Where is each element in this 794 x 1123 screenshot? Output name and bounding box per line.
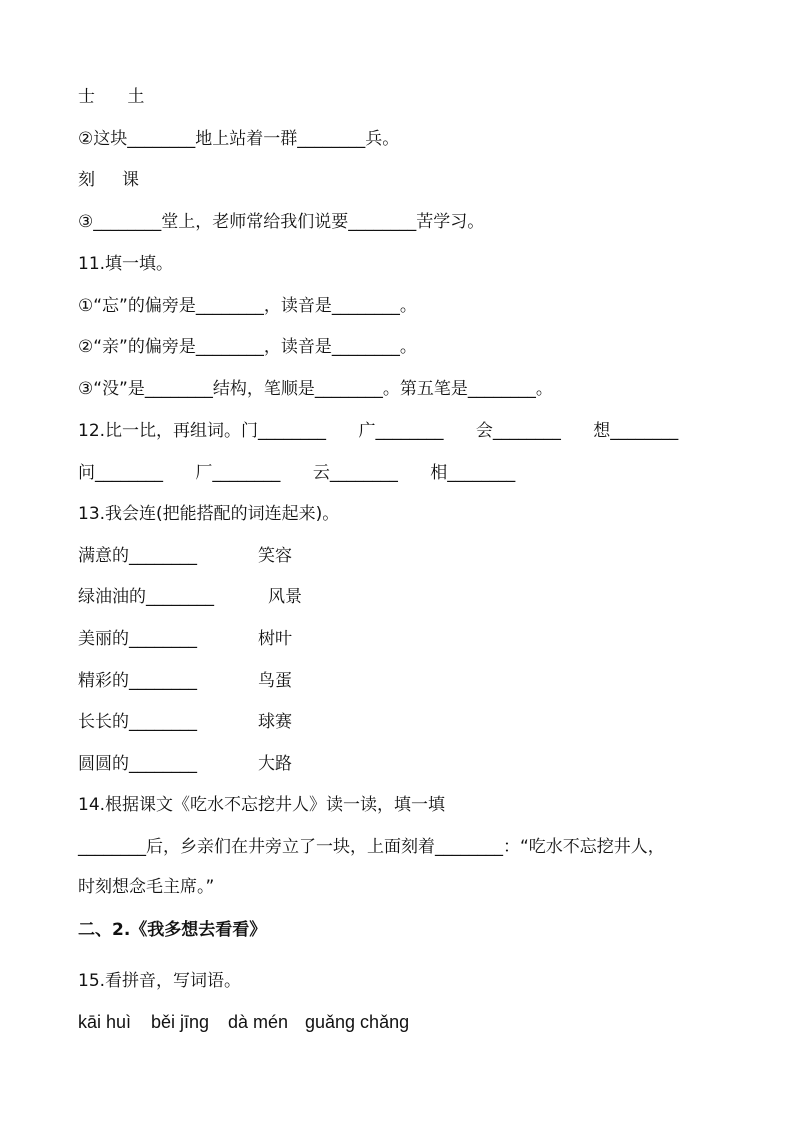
question-11-3: ③“没”是________结构，笔顺是________。第五笔是________。 [78, 379, 553, 399]
match-left-item: 圆圆的________ [78, 754, 197, 774]
question-13-title: 13.我会连(把能搭配的词连起来)。 [78, 504, 340, 524]
match-right-item: 鸟蛋 [258, 671, 292, 691]
pinyin-item: běi jīng [151, 1012, 210, 1032]
question-11-1: ①“忘”的偏旁是________，读音是________。 [78, 296, 417, 316]
match-right-item: 笑容 [258, 546, 292, 566]
question-10-2: ②这块________地上站着一群________兵。 [78, 129, 400, 149]
question-12-row-1: 12.比一比，再组词。门________ 广________ 会________ 想________ [78, 421, 679, 441]
question-11-2: ②“亲”的偏旁是________，读音是________。 [78, 337, 417, 357]
section-heading: 二、2.《我多想去看看》 [78, 920, 267, 940]
char-pair-shi-tu: 士 土 [78, 87, 145, 107]
match-left-item: 美丽的________ [78, 629, 197, 649]
match-left-item: 长长的________ [78, 712, 197, 732]
question-14-title: 14.根据课文《吃水不忘挖井人》读一读，填一填 [78, 795, 446, 815]
match-left-item: 绿油油的________ [78, 587, 214, 607]
match-right-item: 大路 [258, 754, 292, 774]
question-15-title: 15.看拼音，写词语。 [78, 971, 242, 991]
match-left-item: 精彩的________ [78, 671, 197, 691]
question-14-text-line-1: ________后，乡亲们在井旁立了一块，上面刻着________：“吃水不忘挖井人， [78, 837, 665, 857]
match-left-item: 满意的________ [78, 546, 197, 566]
char-pair-ke-ke: 刻 课 [78, 170, 140, 190]
question-10-3: ③________堂上，老师常给我们说要________苦学习。 [78, 212, 485, 232]
match-right-item: 风景 [268, 587, 302, 607]
match-right-item: 树叶 [258, 629, 292, 649]
match-right-item: 球赛 [258, 712, 292, 732]
pinyin-item: dà mén [228, 1012, 289, 1032]
pinyin-item: kāi huì [78, 1012, 132, 1032]
question-14-text-line-2: 时刻想念毛主席。” [78, 877, 215, 897]
question-12-row-2: 问________ 厂________ 云________ 相________ [78, 463, 516, 483]
question-11-title: 11.填一填。 [78, 254, 174, 274]
pinyin-item: guǎng chǎng [305, 1012, 410, 1032]
